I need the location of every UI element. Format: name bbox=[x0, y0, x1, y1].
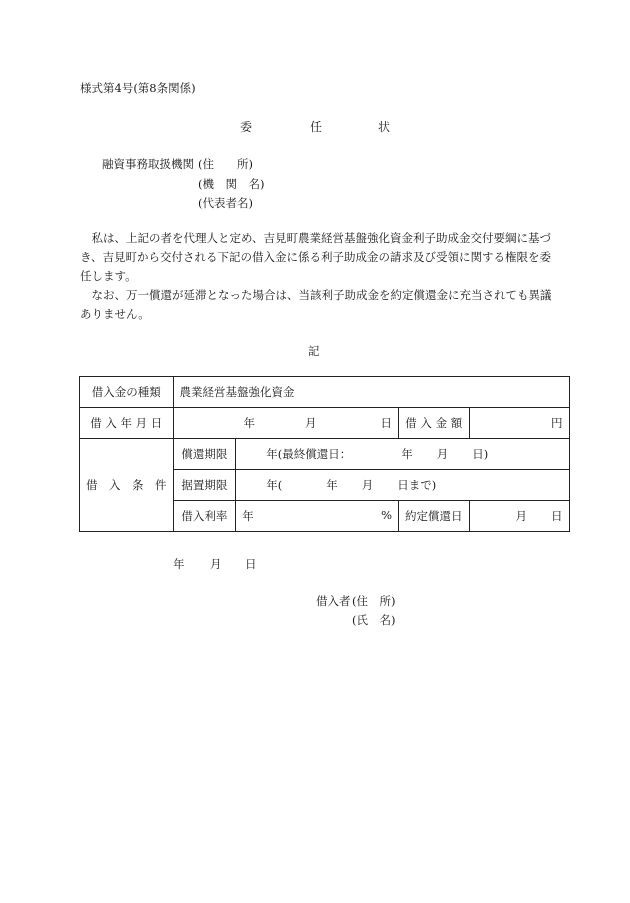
repayment-month: 月 bbox=[436, 447, 449, 461]
institution-name: (機 関 名) bbox=[198, 177, 265, 191]
loan-date-label: 借 入 年 月 日 bbox=[80, 408, 174, 439]
borrower-address: (住 所) bbox=[352, 594, 396, 608]
institution-representative: (代表者名) bbox=[198, 196, 253, 210]
repayment-year: 年 bbox=[401, 447, 413, 461]
title-char-1: 委 bbox=[240, 120, 253, 134]
body-text bbox=[80, 229, 556, 324]
institution-address: (住 所) bbox=[198, 157, 253, 171]
grace-day: 日まで) bbox=[397, 478, 437, 492]
body-paragraph-2: なお、万一償還が延滞となった場合は、当該利子助成金を約定償還金に充当されても異議ありません。 bbox=[80, 288, 552, 321]
loan-date-month: 月 bbox=[305, 416, 317, 430]
loan-date-day: 日 bbox=[380, 416, 392, 430]
scheduled-month: 月 bbox=[515, 509, 527, 523]
institution-label: 融資事務取扱機関 bbox=[102, 157, 194, 171]
scheduled-day: 日 bbox=[551, 509, 563, 523]
loan-type-label: 借入金の種類 bbox=[80, 377, 174, 408]
repayment-period-value bbox=[236, 439, 569, 470]
repayment-period-text: 年(最終償還日： bbox=[266, 447, 352, 461]
interest-percent: % bbox=[381, 508, 392, 522]
grace-month: 月 bbox=[361, 478, 374, 492]
conditions-label: 借 入 条 件 bbox=[80, 439, 174, 532]
grace-period-value bbox=[236, 470, 569, 501]
repayment-period-label: 償還期限 bbox=[173, 439, 236, 470]
interest-year: 年 bbox=[242, 509, 254, 523]
interest-label: 借入利率 bbox=[173, 501, 236, 532]
form-number: 様式第4号(第8条関係) bbox=[80, 81, 196, 95]
ki-heading: 記 bbox=[308, 344, 320, 358]
interest-value bbox=[236, 501, 399, 532]
title-char-3: 状 bbox=[378, 120, 391, 134]
grace-period-label: 据置期限 bbox=[173, 470, 236, 501]
loan-type-value: 農業経営基盤強化資金 bbox=[173, 377, 569, 408]
table-row-loan-date bbox=[80, 408, 570, 439]
loan-date-year: 年 bbox=[243, 416, 255, 430]
loan-date-value bbox=[173, 408, 399, 439]
grace-period-text: 年( bbox=[266, 478, 283, 492]
grace-year: 年 bbox=[326, 478, 338, 492]
loan-table bbox=[79, 376, 570, 532]
date-month: 月 bbox=[210, 557, 222, 571]
loan-amount-unit: 円 bbox=[469, 408, 569, 439]
date-day: 日 bbox=[245, 557, 257, 571]
borrower-label: 借入者 bbox=[316, 594, 351, 608]
scheduled-repayment-label: 約定償還日 bbox=[399, 501, 470, 532]
table-row-repayment-period bbox=[80, 439, 570, 470]
body-paragraph-1: 私は、上記の者を代理人と定め、吉見町農業経営基盤強化資金利子助成金交付要綱に基づき、吉見町から交付される下記の借入金に係る利子助成金の請求及び受領に関する権限を委任します。 bbox=[80, 231, 552, 283]
title-char-2: 任 bbox=[310, 120, 323, 134]
loan-amount-label: 借 入 金 額 bbox=[399, 408, 470, 439]
scheduled-repayment-value bbox=[469, 501, 569, 532]
date-year: 年 bbox=[173, 557, 185, 571]
table-row-loan-type bbox=[80, 377, 570, 408]
borrower-name: (氏 名) bbox=[352, 613, 396, 627]
repayment-day: 日) bbox=[472, 447, 489, 461]
